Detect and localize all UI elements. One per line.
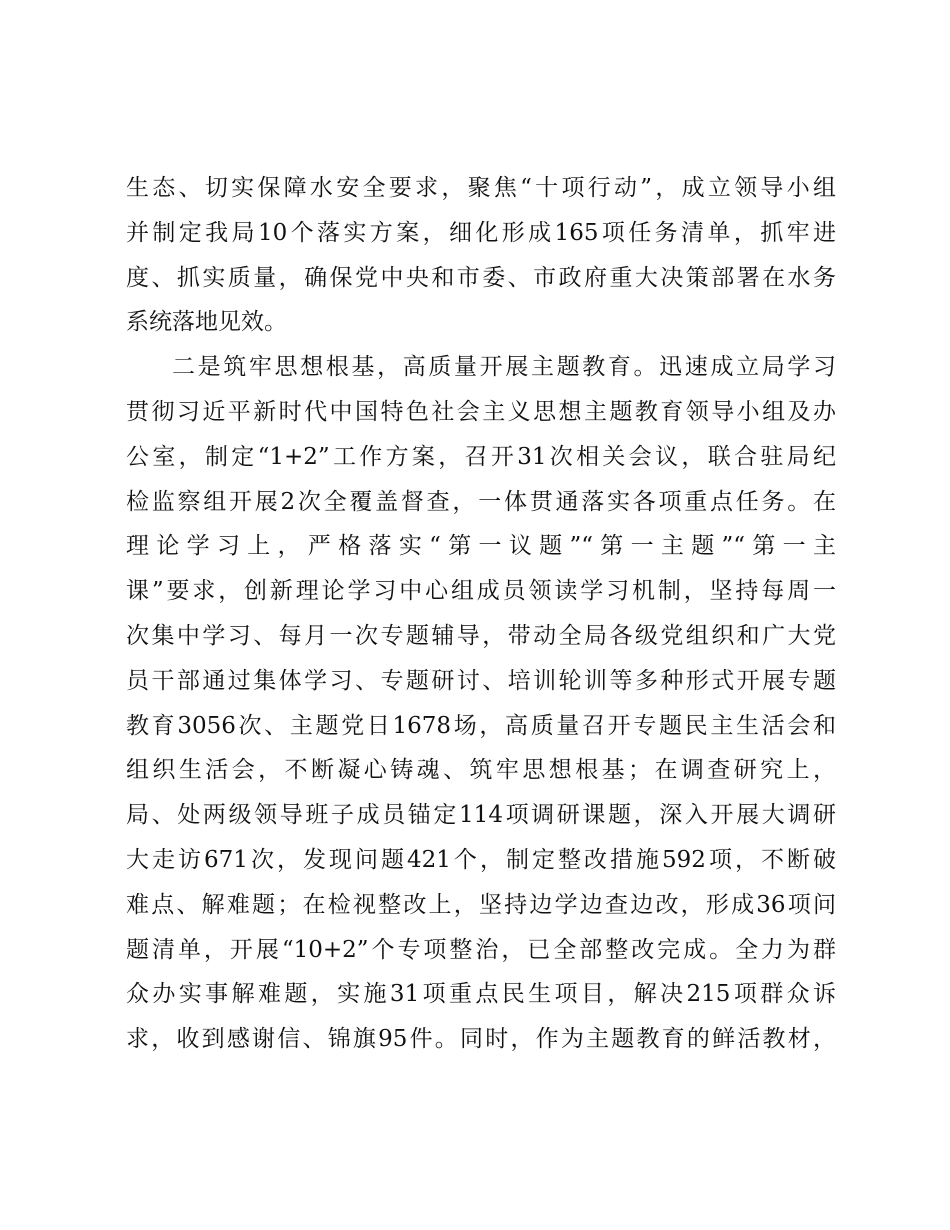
text-line: 众办实事解难题，实施31项重点民生项目，解决215项群众诉 (126, 981, 836, 1008)
text-line: 系统落地见效。 (126, 309, 287, 336)
text-line: 大走访671次，发现问题421个，制定整改措施592项，不断破 (126, 846, 836, 873)
text-line: 生态、切实保障水安全要求，聚焦“十项行动”，成立领导小组 (126, 175, 836, 201)
text-line: 组织生活会，不断凝心铸魂、筑牢思想根基；在调查研究上， (126, 757, 836, 784)
text-line: 题清单，开展“10+2”个专项整治，已全部整改完成。全力为群 (126, 936, 836, 963)
text-line: 次集中学习、每月一次专题辅导，带动全局各级党组织和广大党 (126, 622, 836, 649)
text-line: 贯彻习近平新时代中国特色社会主义思想主题教育领导小组及办 (126, 398, 836, 425)
text-line: 理论学习上，严格落实“第一议题”“第一主题”“第一主 (126, 533, 836, 560)
body-text (126, 166, 836, 1062)
text-line: 员干部通过集体学习、专题研讨、培训轮训等多种形式开展专题 (126, 667, 836, 694)
text-line: 度、抓实质量，确保党中央和市委、市政府重大决策部署在水务 (126, 264, 836, 291)
text-line: 并制定我局10个落实方案，细化形成165项任务清单，抓牢进 (126, 219, 836, 246)
text-line: 难点、解难题；在检视整改上，坚持边学边查边改，形成36项问 (126, 891, 836, 918)
text-line: 课”要求，创新理论学习中心组成员领读学习机制，坚持每周一 (126, 578, 836, 605)
text-line: 求，收到感谢信、锦旗95件。同时，作为主题教育的鲜活教材， (126, 1026, 836, 1053)
text-line: 局、处两级领导班子成员锚定114项调研课题，深入开展大调研 (126, 802, 836, 829)
text-line: 二是筑牢思想根基，高质量开展主题教育。迅速成立局学习 (172, 354, 836, 381)
text-line: 检监察组开展2次全覆盖督查，一体贯通落实各项重点任务。在 (126, 488, 836, 515)
text-line: 公室，制定“1+2”工作方案，召开31次相关会议，联合驻局纪 (126, 443, 836, 470)
text-line: 教育3056次、主题党日1678场，高质量召开专题民主生活会和 (126, 712, 836, 739)
